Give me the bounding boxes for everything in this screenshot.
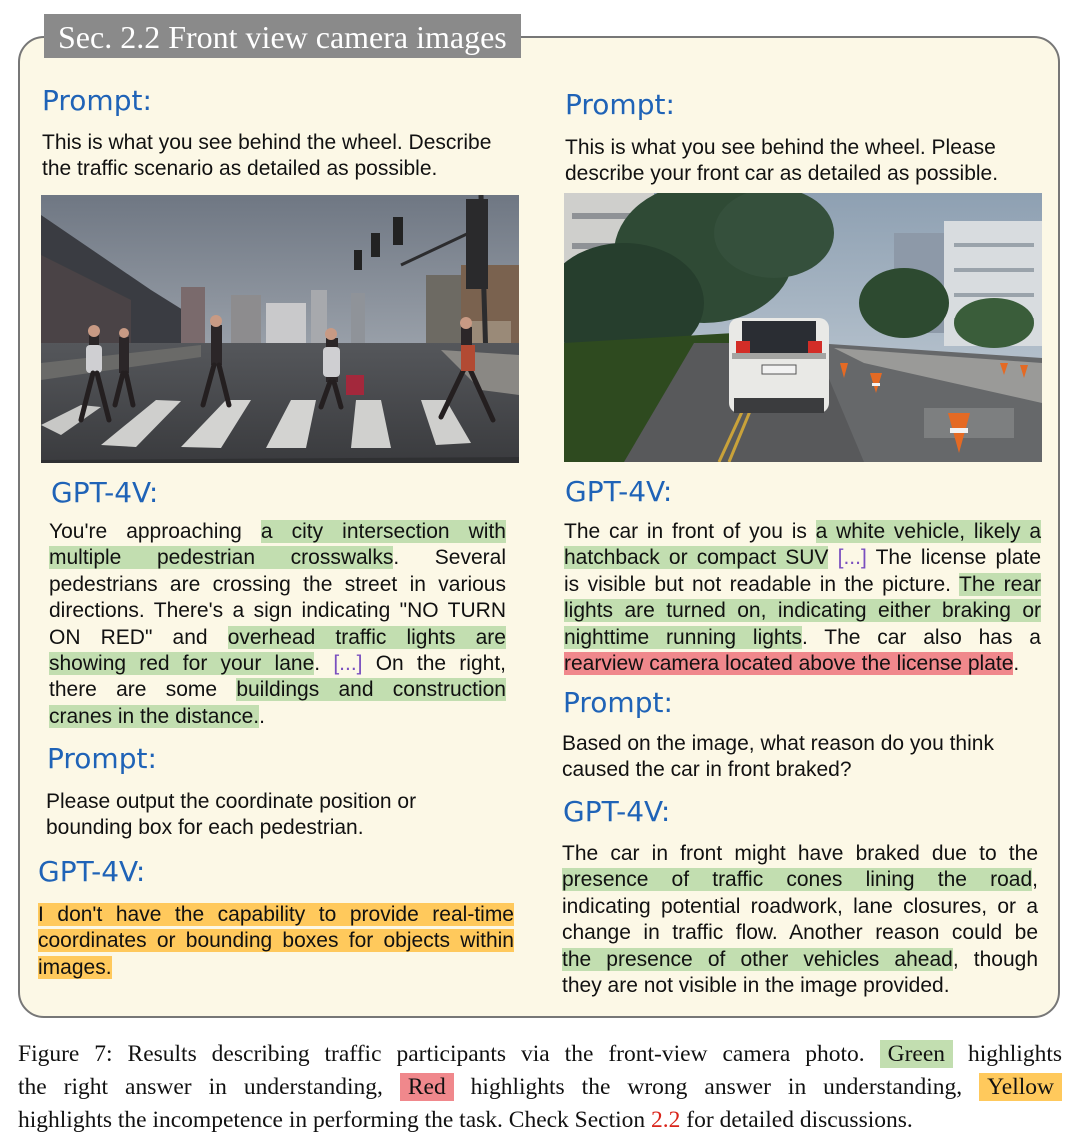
green-highlight: presence of traffic cones lining the road (562, 868, 1033, 892)
text-span: ON RED" and (49, 625, 228, 649)
text-line: caused the car in front braked? (562, 758, 852, 781)
green-highlight: The rear (959, 572, 1041, 596)
text-line (564, 572, 1041, 598)
left-gpt2-heading: GPT-4V: (38, 855, 146, 888)
right-prompt2-text (562, 731, 994, 783)
right-gpt2-heading: GPT-4V: (563, 795, 671, 828)
green-highlight: hatchback or compact SUV (564, 546, 829, 570)
green-highlight: the presence of other vehicles ahead (562, 947, 953, 971)
section-reference[interactable]: 2.2 (651, 1107, 681, 1133)
red-highlight: rearview camera located above the license plate (564, 651, 1014, 675)
text-span: On the right, (362, 651, 506, 675)
right-gpt1-heading: GPT-4V: (565, 475, 673, 508)
red-highlight: Red (400, 1073, 454, 1101)
text-line (562, 973, 1038, 999)
text-span: The license plate (866, 546, 1041, 570)
yellow-highlight: I don't have the capability to provide real-time (38, 903, 514, 926)
text-span: highlights the wrong answer in understanding, (453, 1074, 980, 1100)
text-line (562, 867, 1038, 893)
text-span: You're approaching (49, 520, 261, 543)
text-line: bounding box for each pedestrian. (46, 816, 364, 839)
green-highlight: overhead traffic lights are (227, 625, 506, 649)
text-line (562, 920, 1038, 946)
text-line (562, 841, 1038, 867)
right-prompt2-heading: Prompt: (563, 686, 673, 719)
text-line (562, 947, 1038, 973)
text-line (562, 894, 1038, 920)
text-span: . (1013, 651, 1020, 675)
text-line: Based on the image, what reason do you think (562, 732, 994, 755)
text-line (38, 902, 514, 928)
text-span: Figure 7: Results describing traffic participants via the front-view camera photo. (18, 1041, 880, 1067)
text-line: describe your front car as detailed as possible. (565, 162, 999, 185)
green-highlight: a city intersection with (260, 520, 506, 543)
text-line (49, 704, 506, 730)
text-span: , (1032, 868, 1038, 892)
text-span: is visible but not readable in the picture. (564, 572, 960, 596)
yellow-highlight: Yellow (979, 1073, 1062, 1101)
green-highlight: showing red for your lane (49, 651, 315, 675)
left-prompt1-text (42, 130, 491, 182)
text-span: the right answer in understanding, (18, 1074, 400, 1100)
text-line (49, 677, 506, 703)
text-span: . The car also has a (801, 625, 1041, 649)
text-line (564, 598, 1041, 624)
text-line (18, 1038, 1062, 1071)
text-span (828, 546, 837, 569)
text-line (49, 625, 506, 651)
text-span: directions. There's a sign indicating "NO TURN (49, 599, 506, 623)
text-span: highlights the incompetence in performing the task. Check Section (18, 1107, 652, 1133)
intersection-photo-svg (41, 195, 519, 463)
green-highlight: buildings and construction (236, 678, 506, 702)
text-line (18, 1104, 1062, 1137)
right-gpt2-response (562, 841, 1038, 999)
text-line: the traffic scenario as detailed as possible. (42, 157, 438, 180)
text-span: , though (952, 947, 1038, 971)
right-gpt1-response (564, 519, 1041, 677)
left-prompt1-heading: Prompt: (42, 84, 152, 117)
text-span: highlights (953, 1041, 1062, 1067)
text-line (49, 598, 506, 624)
figure-caption (18, 1038, 1062, 1137)
front-car-road-photo (564, 193, 1042, 462)
left-gpt1-heading: GPT-4V: (51, 476, 159, 509)
yellow-highlight: images. (38, 955, 112, 979)
text-line: Please output the coordinate position or (46, 790, 417, 813)
green-highlight: cranes in the distance. (49, 704, 260, 728)
left-prompt2-text (46, 789, 416, 841)
text-line (49, 651, 506, 677)
green-highlight: multiple pedestrian crosswalks (49, 546, 394, 570)
text-line (49, 545, 506, 571)
text-line (49, 572, 506, 598)
intersection-crosswalk-photo (41, 195, 519, 463)
text-line (564, 625, 1041, 651)
text-line (564, 519, 1041, 545)
text-span: for detailed discussions. (680, 1107, 913, 1133)
text-span: The car in front of you is (564, 520, 816, 543)
left-prompt2-heading: Prompt: (47, 742, 157, 775)
text-line: This is what you see behind the wheel. Please (565, 136, 996, 159)
text-span: . (259, 704, 265, 728)
text-line (564, 651, 1041, 677)
text-span: The car in front might have braked due to the (562, 842, 1038, 865)
text-line (564, 545, 1041, 571)
green-highlight: nighttime running lights (564, 625, 802, 649)
text-line (38, 928, 514, 954)
section-tab: Sec. 2.2 Front view camera images (44, 14, 521, 58)
text-line: This is what you see behind the wheel. Describe (42, 131, 492, 154)
text-line (38, 955, 514, 981)
text-span: there are some (49, 678, 237, 702)
left-gpt2-response (38, 902, 514, 981)
omission-marker: [...] (333, 651, 363, 675)
text-span: . Several (393, 546, 506, 570)
text-span: . (314, 651, 334, 675)
left-gpt1-response (49, 519, 506, 730)
yellow-highlight: coordinates or bounding boxes for objects within (38, 929, 514, 953)
text-span: indicating potential roadwork, lane closures, or a (562, 894, 1038, 918)
omission-marker: [...] (837, 546, 867, 570)
green-highlight: Green (880, 1040, 953, 1068)
right-prompt1-heading: Prompt: (565, 88, 675, 121)
right-prompt1-text (565, 135, 998, 187)
text-span: they are not visible in the image provided. (562, 973, 950, 997)
front-car-photo-svg (564, 193, 1042, 462)
text-span: pedestrians are crossing the street in various (49, 572, 506, 596)
text-line (18, 1071, 1062, 1104)
text-span: change in traffic flow. Another reason could be (562, 921, 1038, 945)
green-highlight: a white vehicle, likely a (815, 520, 1041, 543)
green-highlight: lights are turned on, indicating either braking or (564, 599, 1041, 623)
text-line (49, 519, 506, 545)
